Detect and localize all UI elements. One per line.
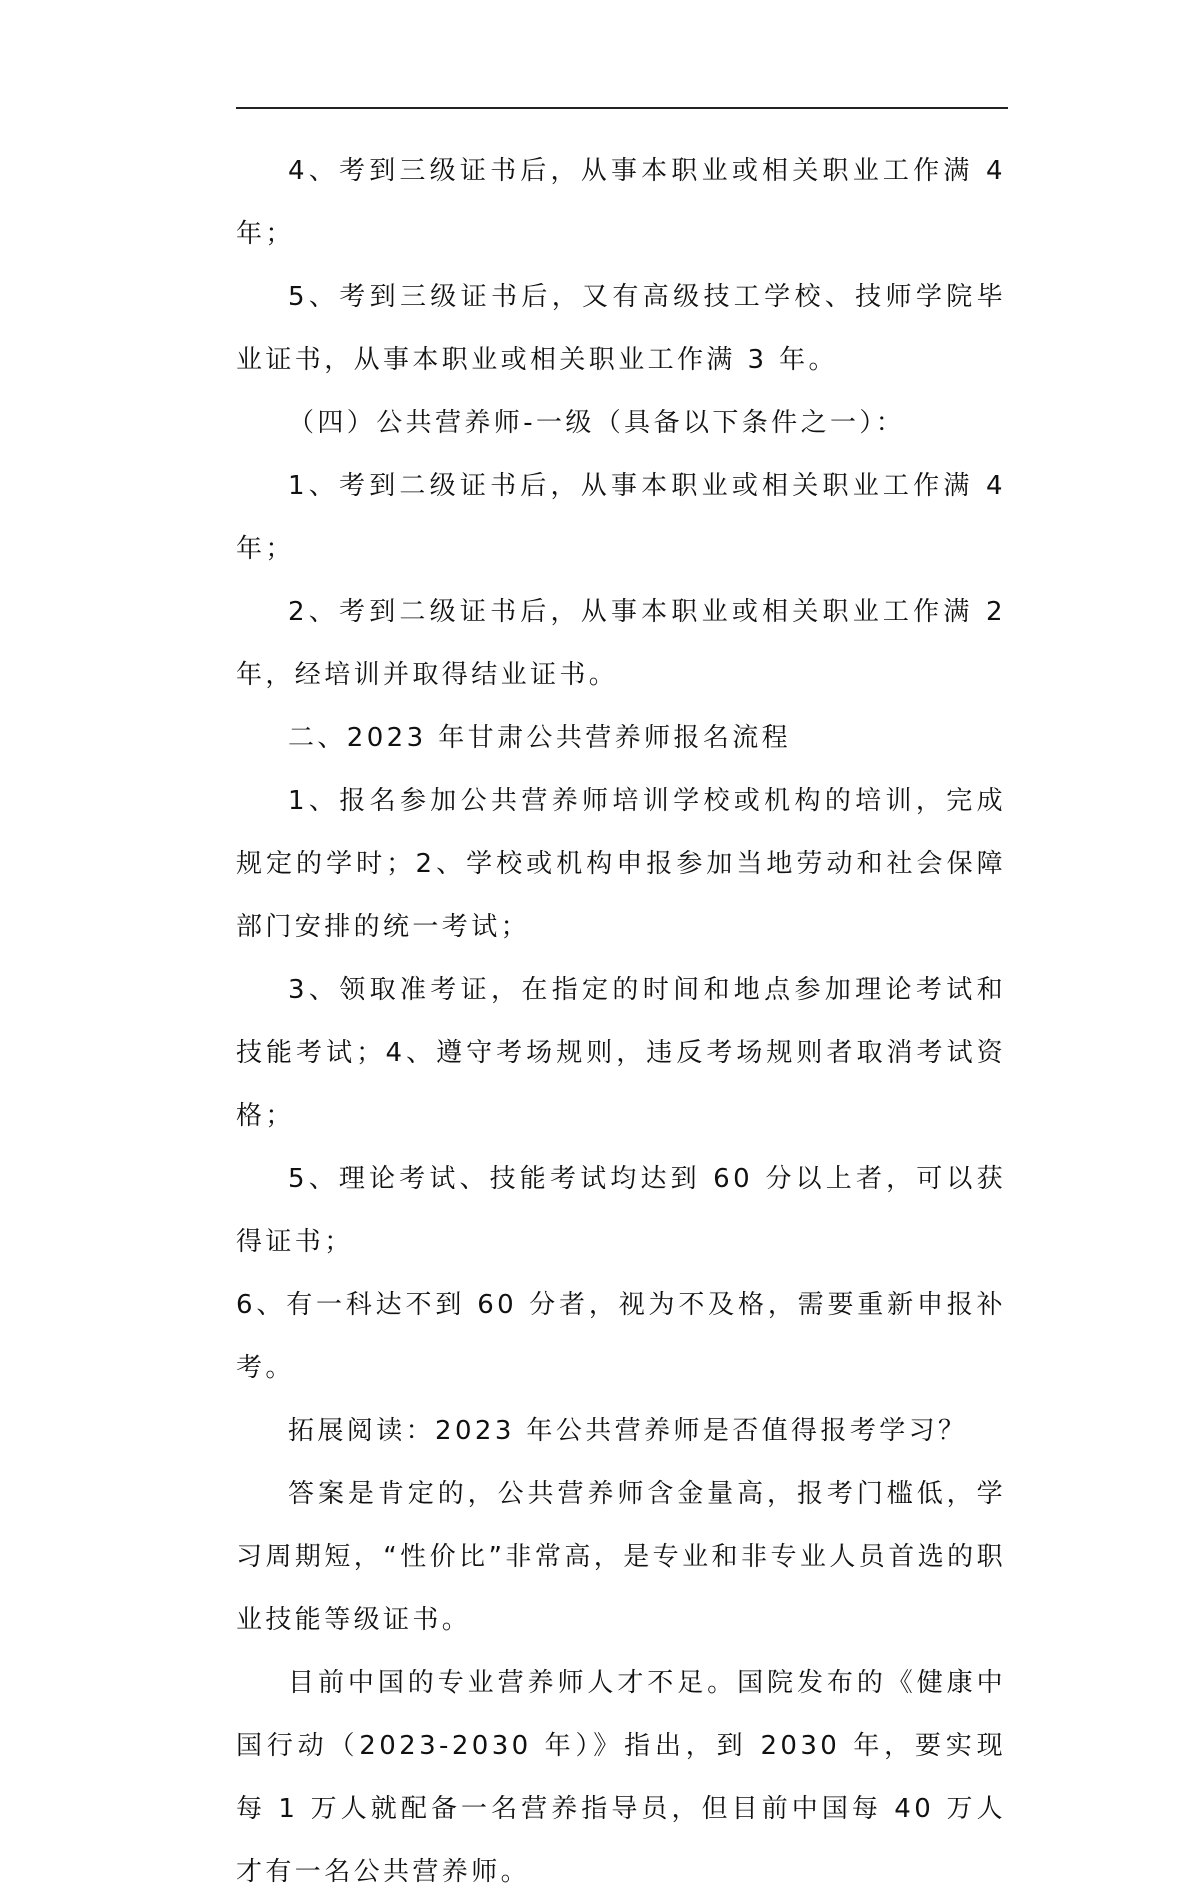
paragraph-shortage: 目前中国的专业营养师人才不足。国院发布的《健康中国行动（2023-2030 年）》指出，到 2030 年，要实现每 1 万人就配备一名营养指导员，但目前中国每 40 万人才有一名公共营养师。 bbox=[236, 1668, 1006, 1887]
document-body bbox=[236, 140, 1006, 1904]
paragraph-answer: 答案是肯定的，公共营养师含金量高，报考门槛低，学习周期短，“性价比”非常高，是专业和非专业人员首选的职业技能等级证书。 bbox=[236, 1479, 1006, 1635]
paragraph-process-1-2: 1、报名参加公共营养师培训学校或机构的培训，完成规定的学时；2、学校或机构申报参加当地劳动和社会保障部门安排的统一考试； bbox=[236, 786, 1006, 942]
paragraph-level3-condition-5: 5、考到三级证书后，又有高级技工学校、技师学院毕业证书，从事本职业或相关职业工作满 3 年。 bbox=[236, 282, 1006, 375]
paragraph-level1-condition-1: 1、考到二级证书后，从事本职业或相关职业工作满 4 年； bbox=[236, 471, 1006, 564]
paragraph-level1-heading: （四）公共营养师-一级（具备以下条件之一）： bbox=[288, 408, 906, 438]
header-rule bbox=[236, 107, 1008, 109]
section-heading-registration: 二、2023 年甘肃公共营养师报名流程 bbox=[288, 723, 792, 753]
paragraph-extended-reading: 拓展阅读：2023 年公共营养师是否值得报考学习？ bbox=[288, 1416, 968, 1446]
paragraph-process-5: 5、理论考试、技能考试均达到 60 分以上者，可以获得证书； bbox=[236, 1164, 1006, 1257]
paragraph-process-6: 6、有一科达不到 60 分者，视为不及格，需要重新申报补考。 bbox=[236, 1290, 1006, 1383]
paragraph-level3-condition-4: 4、考到三级证书后，从事本职业或相关职业工作满 4 年； bbox=[236, 156, 1006, 249]
paragraph-process-3-4: 3、领取准考证，在指定的时间和地点参加理论考试和技能考试；4、遵守考场规则，违反考场规则者取消考试资格； bbox=[236, 975, 1006, 1131]
paragraph-level1-condition-2: 2、考到二级证书后，从事本职业或相关职业工作满 2 年，经培训并取得结业证书。 bbox=[236, 597, 1006, 690]
